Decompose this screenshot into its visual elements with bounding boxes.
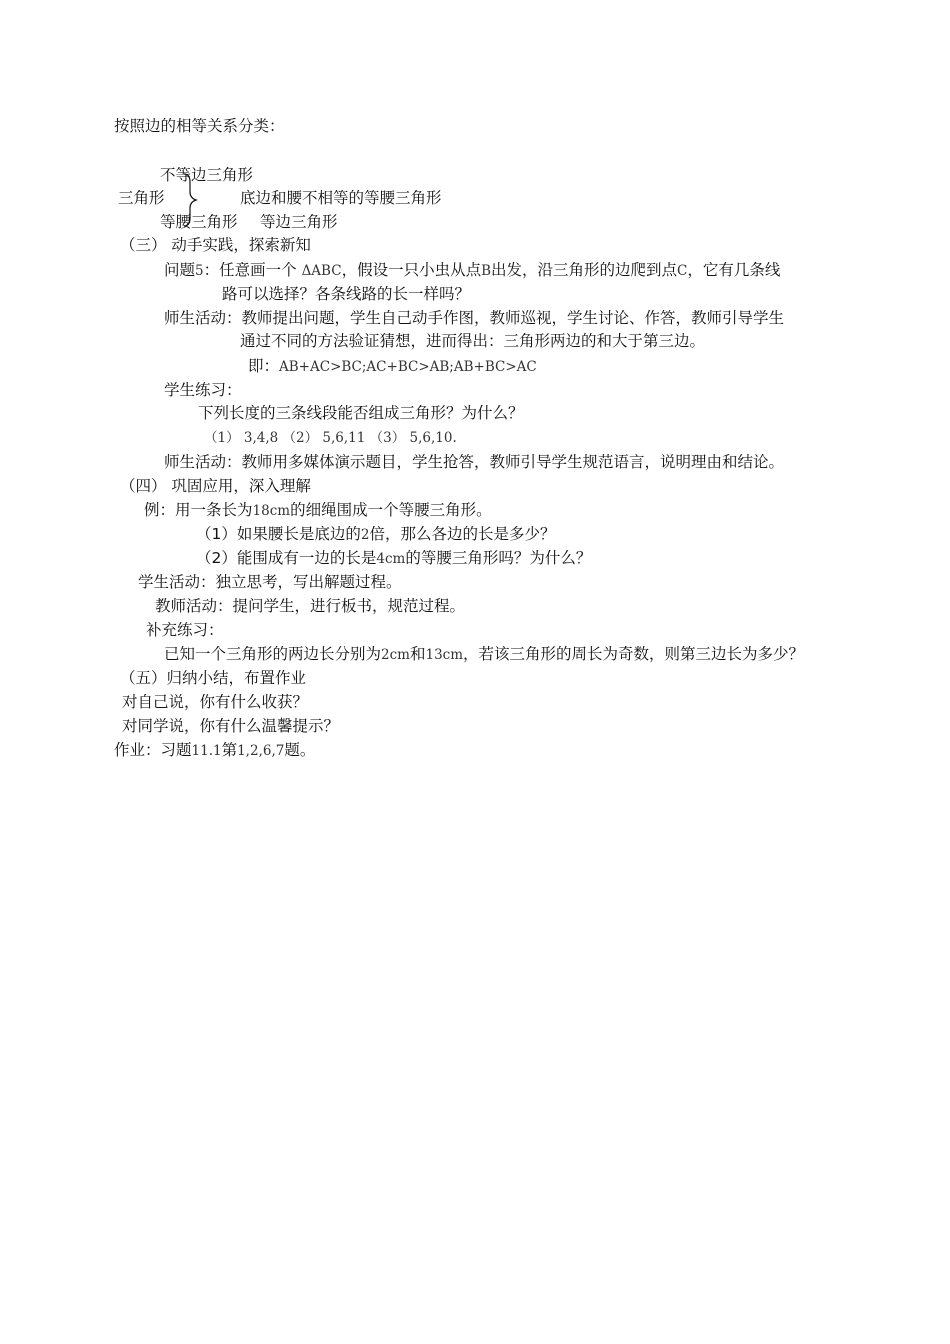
q5-text3: 出发，沿三角形的边爬到点 [491,261,678,279]
activity1-line1: 师生活动：教师提出问题，学生自己动手作图，教师巡视，学生讨论、作答，教师引导学生 [164,309,785,327]
tree-item-non-equilateral-isosceles: 底边和腰不相等的等腰三角形 [240,189,442,207]
tree-item-equilateral: 等边三角形 [260,213,338,231]
part2-length: 4cm [376,551,406,567]
part2-text2: 的等腰三角形吗？为什么？ [405,549,592,567]
practice-label: 学生练习： [164,381,242,399]
part2-text1: （2）能围成有一边的长是 [196,549,377,567]
example-line [144,500,492,521]
q5-text4: ，它有几条线 [687,261,781,279]
q5-point-b: B [481,263,491,279]
hw-text3: 题。 [284,741,316,759]
hw-text2: 第 [221,741,238,759]
q5-text1: ：任意画一个 [203,261,297,279]
student-activity: 学生活动：独立思考，写出解题过程。 [138,573,402,591]
hw-problem-nums: 1,2,6,7 [237,743,285,759]
question5-line1 [164,260,780,281]
ji-label: 即： [248,357,280,375]
example-part2 [196,548,591,569]
supp-side1: 2cm [381,647,410,663]
example-text1: 例：用一条长为 [144,501,253,519]
hw-text1: 作业：习题 [114,741,192,759]
classification-heading: 按照边的相等关系分类： [114,117,285,135]
example-part1 [196,524,555,545]
q5-num: 5 [195,263,204,279]
activity1-line2: 通过不同的方法验证猜想，进而得出：三角形两边的和大于第三边。 [240,332,706,350]
supplementary-question [164,644,804,665]
reflection-peer: 对同学说，你有什么温馨提示？ [122,717,340,735]
question5-line2: 路可以选择？各条线路的长一样吗？ [222,285,471,303]
hw-exercise-ref: 11.1 [191,743,222,759]
activity2: 师生活动：教师用多媒体演示题目，学生抢答，教师引导学生规范语言，说明理由和结论。 [164,453,785,471]
q5-point-c: C [677,263,688,279]
supp-side2: 13cm [425,647,464,663]
homework-line [114,740,315,761]
part1-text2: 倍，那么各边的长是多少？ [369,525,556,543]
tree-root: 三角形 [118,189,165,207]
supplementary-label: 补充练习： [146,621,224,639]
supp-text1: 已知一个三角形的两边长分别为 [164,645,382,663]
section5-title: （五）归纳小结，布置作业 [120,669,307,687]
teacher-activity: 教师活动：提问学生，进行板书，规范过程。 [155,597,466,615]
supp-text2: 和 [409,645,426,663]
q5-text2: ，假设一只小虫从点 [341,261,482,279]
example-text2: 的细绳围成一个等腰三角形。 [290,501,492,519]
example-length: 18cm [252,503,291,519]
q5-label: 问题 [164,261,196,279]
q5-triangle: ΔABC [301,263,342,279]
supp-text3: ，若该三角形的周长为奇数，则第三边长为多少？ [463,645,805,663]
tree-item-isosceles: 等腰三角形 [160,213,238,231]
practice-items: （1） 3,4,8 （2） 5,6,11 （3） 5,6,10. [204,430,457,446]
section4-title: （四） 巩固应用，深入理解 [120,477,311,495]
tree-item-scalene: 不等边三角形 [160,166,254,184]
inequality-line [248,356,537,377]
part1-text1: （1）如果腰长是底边的 [196,525,361,543]
part1-ratio: 2 [360,527,370,543]
reflection-self: 对自己说，你有什么收获？ [122,693,309,711]
section3-title: （三） 动手实践，探索新知 [120,236,311,254]
practice-question: 下列长度的三条线段能否组成三角形？为什么？ [198,404,524,422]
inequality-formula: AB+AC>BC;AC+BC>AB;AB+BC>AC [279,359,537,375]
